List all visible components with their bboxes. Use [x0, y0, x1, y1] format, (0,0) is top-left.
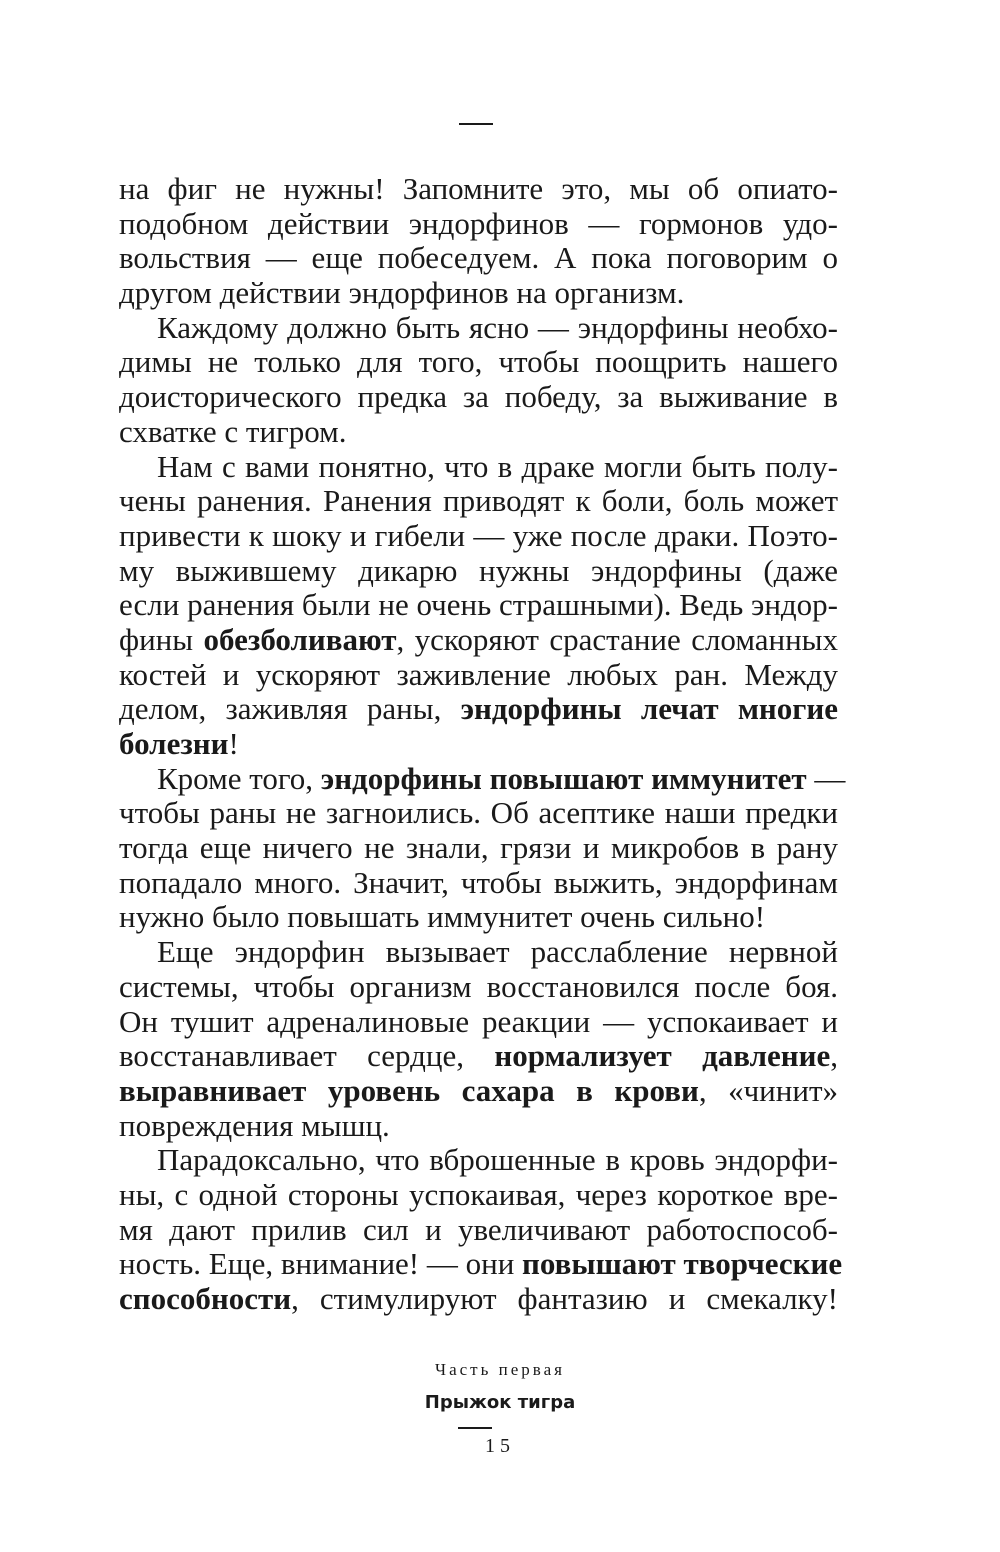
- text-segment: Кроме того,: [157, 760, 321, 796]
- bold-text: выравнивает уровень сахара в крови: [119, 1072, 699, 1108]
- bold-text: эндорфины лечат многие: [460, 691, 838, 727]
- text-line: [119, 1109, 838, 1144]
- text-segment: восстанавливает сердце,: [119, 1038, 495, 1074]
- text-segment: подобном действии эндорфинов — гормонов удо-: [119, 205, 838, 241]
- text-line: [119, 484, 838, 519]
- bold-text: нормализует давление: [494, 1038, 831, 1074]
- text-line: [119, 345, 838, 380]
- text-segment: чтобы раны не загноились. Об асептике наши предки: [119, 795, 838, 831]
- footer-rule: [458, 1427, 492, 1429]
- bold-text: болезни: [119, 726, 229, 761]
- text-line: [119, 1074, 838, 1109]
- text-segment: доисторического предка за победу, за выживание в: [119, 379, 838, 415]
- footer-part-label: Часть первая: [435, 1360, 565, 1379]
- text-segment: чены ранения. Ранения приводят к боли, боль может: [119, 483, 838, 519]
- text-line: [119, 1143, 838, 1178]
- text-segment: ны, с одной стороны успокаивая, через короткое вре-: [119, 1176, 838, 1212]
- text-line: [119, 866, 838, 901]
- text-segment: —: [806, 760, 846, 796]
- text-line: [119, 623, 838, 658]
- text-segment: Парадоксально, что вброшенные в кровь эндорфи-: [157, 1142, 838, 1178]
- text-line: [119, 935, 838, 970]
- text-segment: мя дают прилив сил и увеличивают работоспособ-: [119, 1211, 838, 1247]
- text-segment: Еще эндорфин вызывает расслабление нервной: [157, 934, 838, 970]
- text-line: [119, 1246, 843, 1282]
- text-line: [119, 760, 846, 797]
- text-line: [119, 1039, 838, 1074]
- text-line: [119, 970, 838, 1005]
- footer-chapter-title: Прыжок тигра: [424, 1392, 576, 1413]
- text-line: [119, 380, 838, 415]
- text-line: [119, 692, 838, 727]
- text-segment: , ускоряют срастание сломанных: [396, 621, 838, 657]
- text-line: [119, 415, 838, 450]
- body-text: [119, 171, 846, 1317]
- text-segment: костей и ускоряют заживление любых ран. Между: [119, 656, 838, 692]
- text-segment: нужно было повышать иммунитет очень сильно!: [119, 899, 766, 935]
- text-segment: привести к шоку и гибели — уже после драки. Поэто-: [119, 517, 838, 553]
- bold-text: способности: [119, 1281, 292, 1316]
- text-segment: делом, заживляя раны,: [119, 691, 461, 727]
- text-segment: если ранения были не очень страшными). Ведь эндор-: [119, 587, 838, 623]
- text-line: [119, 1213, 838, 1248]
- text-line: [119, 796, 838, 831]
- text-line: [119, 1282, 838, 1317]
- text-line: [119, 900, 838, 935]
- text-segment: му выжившему дикарю нужны эндорфины (даже: [119, 552, 838, 588]
- text-segment: на фиг не нужны! Запомните это, мы об опиато-: [119, 171, 838, 206]
- text-segment: ,: [830, 1038, 838, 1074]
- text-line: [119, 311, 838, 346]
- text-segment: Каждому должно быть ясно — эндорфины необхо-: [157, 309, 838, 345]
- text-line: [119, 727, 838, 762]
- text-segment: вольствия — еще побеседуем. А пока поговорим о: [119, 240, 838, 276]
- text-segment: фины: [119, 621, 204, 657]
- text-line: [119, 276, 838, 311]
- text-segment: димы не только для того, чтобы поощрить нашего: [119, 344, 838, 380]
- text-segment: тогда еще ничего не знали, грязи и микробов в рану: [119, 830, 838, 866]
- text-line: [119, 554, 838, 589]
- top-rule: [459, 123, 493, 125]
- text-segment: Он тушит адреналиновые реакции — успокаивает и: [119, 1003, 838, 1039]
- text-segment: схватке с тигром.: [119, 413, 347, 449]
- text-line: [119, 207, 838, 242]
- text-segment: попадало много. Значит, чтобы выжить, эндорфинам: [119, 864, 838, 900]
- text-segment: другом действии эндорфинов на организм.: [119, 275, 685, 311]
- text-line: [119, 831, 838, 866]
- text-line: [119, 450, 838, 485]
- text-line: [119, 588, 838, 623]
- text-segment: повреждения мышц.: [119, 1107, 390, 1143]
- text-segment: !: [228, 726, 239, 761]
- text-segment: ность. Еще, внимание! — они: [119, 1246, 523, 1282]
- text-line: [119, 519, 838, 554]
- bold-text: эндорфины повышают иммунитет: [320, 760, 807, 796]
- text-segment: , стимулируют фантазию и смекалку!: [291, 1281, 838, 1316]
- text-segment: , «чинит»: [698, 1072, 838, 1108]
- text-line: [119, 172, 838, 207]
- page-number: 15: [485, 1435, 515, 1457]
- bold-text: повышают творческие: [522, 1246, 843, 1282]
- text-line: [119, 1178, 838, 1213]
- text-line: [119, 1005, 838, 1040]
- text-line: [119, 658, 838, 693]
- bold-text: обезболивают: [203, 621, 397, 657]
- text-segment: системы, чтобы организм восстановился после боя.: [119, 968, 838, 1004]
- text-line: [119, 241, 838, 276]
- text-segment: Нам с вами понятно, что в драке могли быть полу-: [157, 448, 838, 484]
